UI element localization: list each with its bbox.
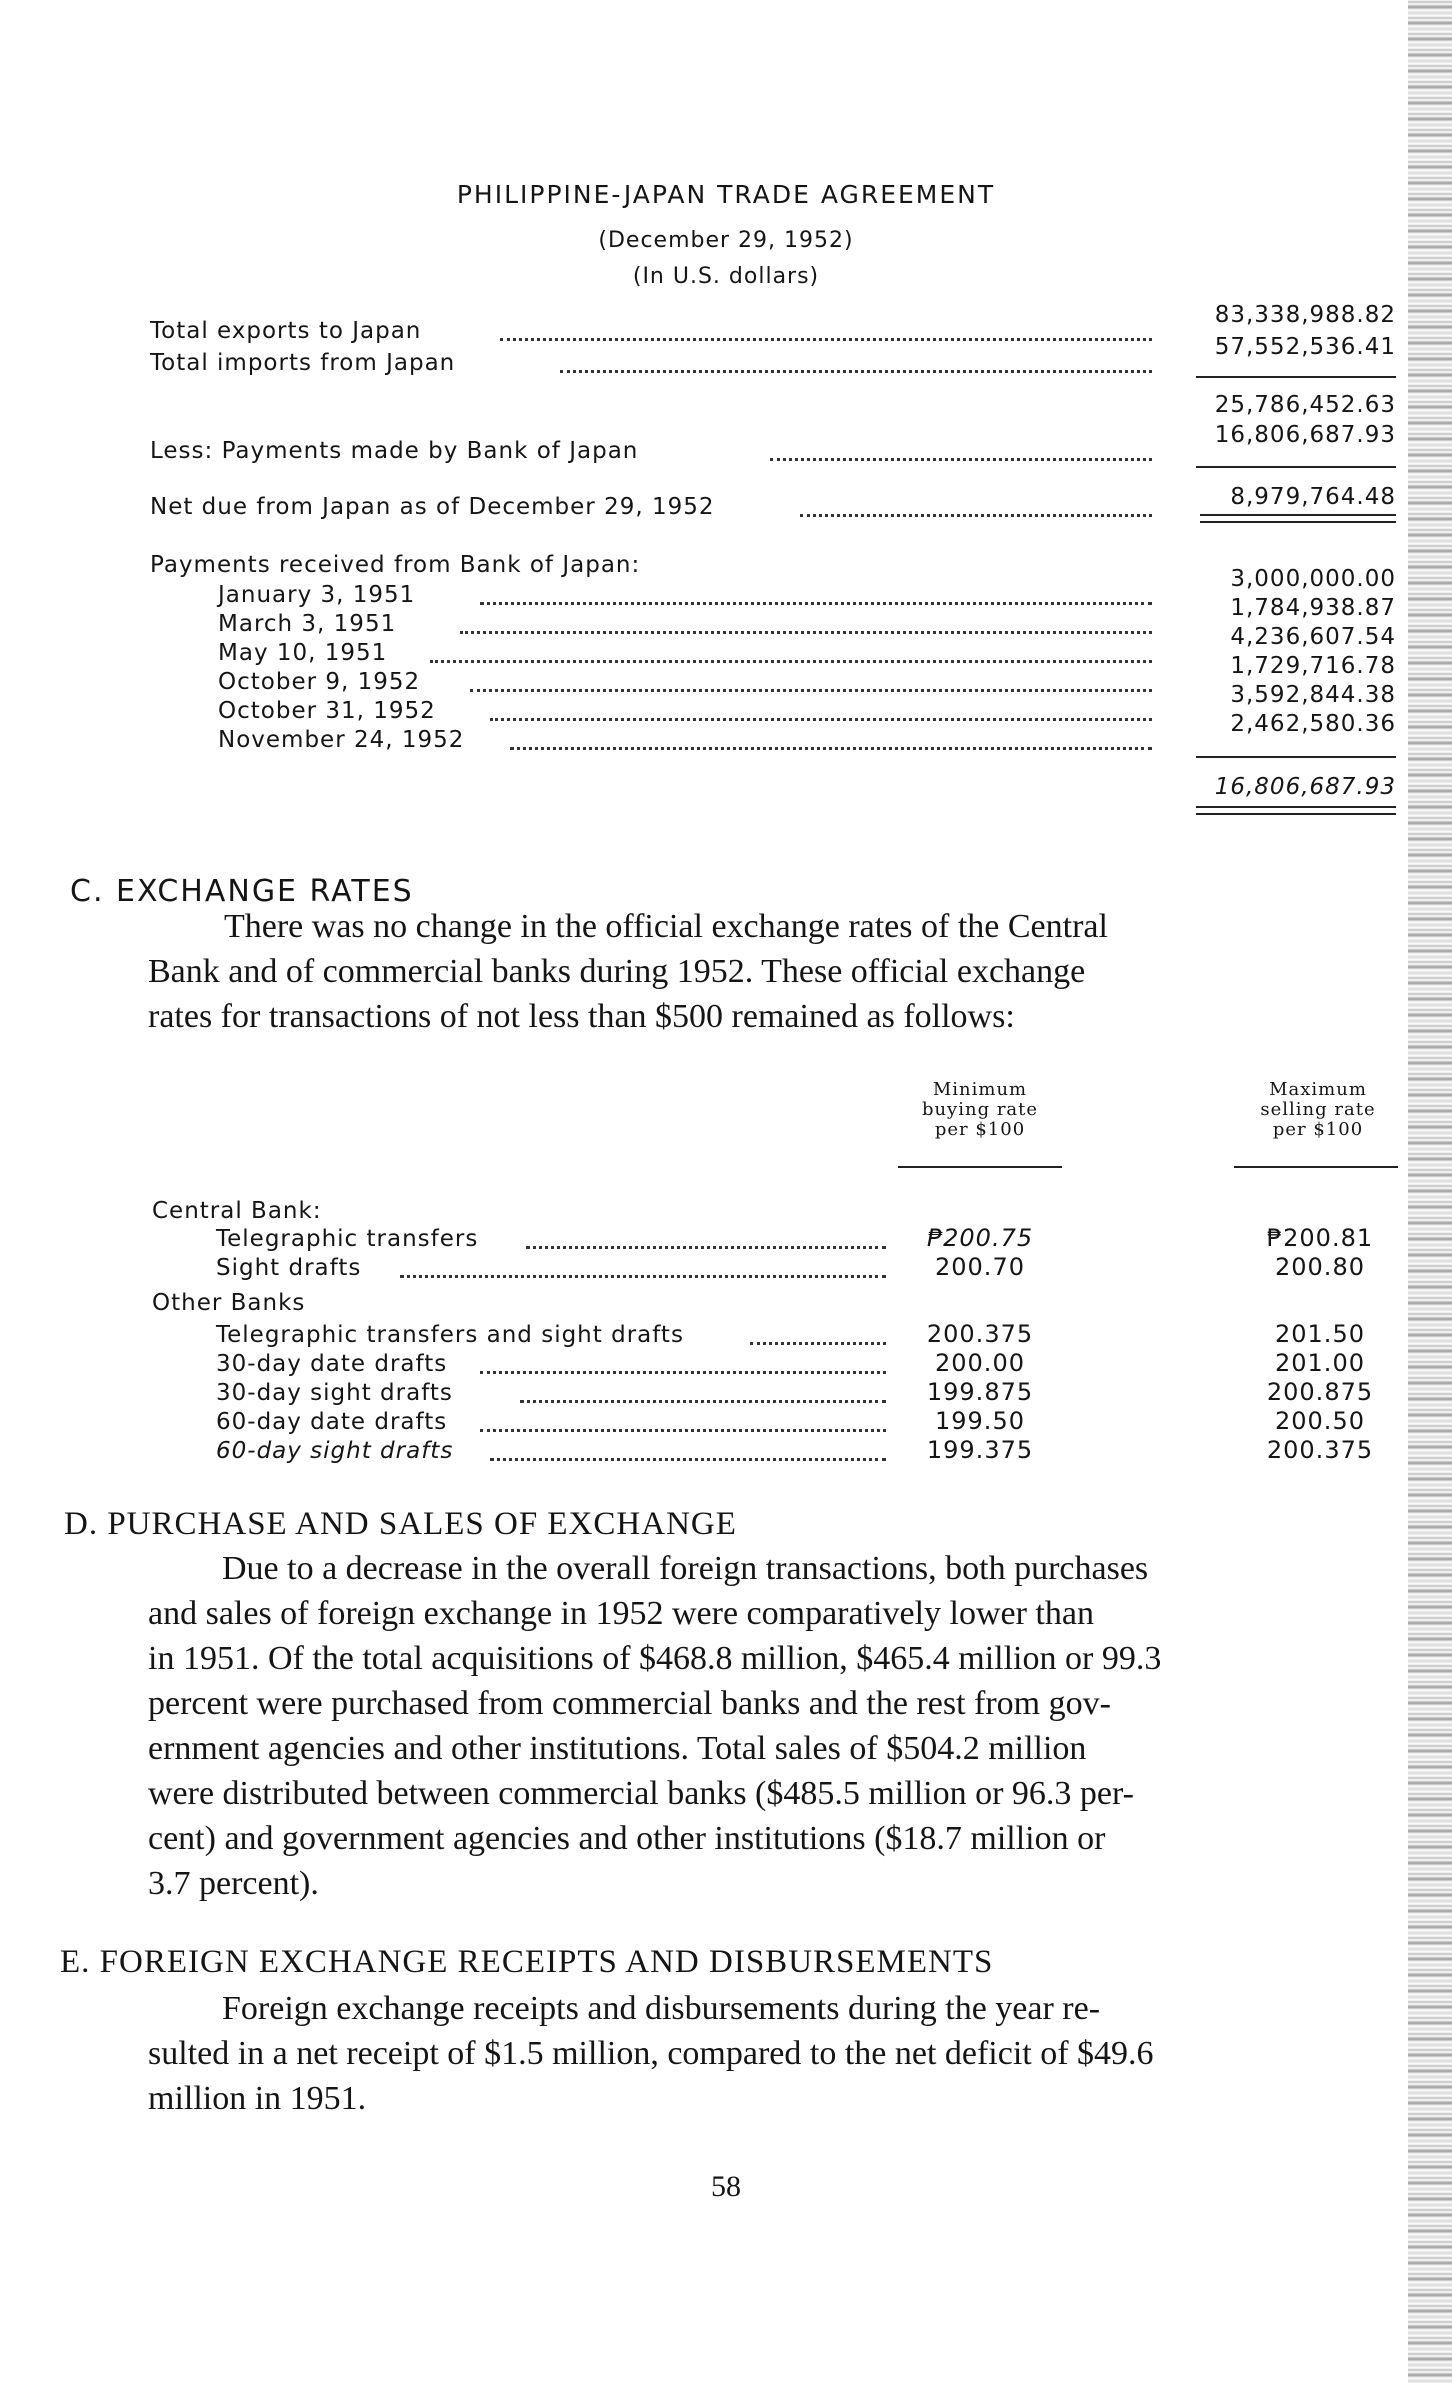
min-rate-column-header (880, 1080, 1080, 1140)
paragraph-line: and sales of foreign exchange in 1952 were comparatively lower than (148, 1595, 1094, 1632)
agreement-date: (December 29, 1952) (598, 228, 854, 253)
column-rule (1234, 1166, 1398, 1168)
column-header-line: buying rate (921, 1099, 1039, 1120)
payment-amount: 3,000,000.00 (1230, 566, 1396, 592)
column-header-line: per $100 (934, 1119, 1026, 1140)
section-c-heading: C. EXCHANGE RATES (70, 874, 414, 909)
max-rate: 200.80 (1275, 1253, 1365, 1281)
leader-dots (470, 689, 1152, 692)
agreement-currency: (In U.S. dollars) (632, 264, 820, 289)
rate-label: 60-day sight drafts (216, 1438, 454, 1464)
payments-total-amount: 16,806,687.93 (1214, 774, 1396, 800)
rate-label: Telegraphic transfers (216, 1226, 479, 1252)
rate-label: 30-day sight drafts (216, 1380, 453, 1406)
double-rule (1200, 514, 1396, 523)
section-c-paragraph (148, 904, 1400, 1039)
min-rate: 200.70 (935, 1253, 1025, 1281)
leader-dots (490, 1458, 886, 1461)
less-payments-label: Less: Payments made by Bank of Japan (150, 438, 639, 464)
page-edge-shadow (1408, 0, 1452, 2383)
paragraph-line: Due to a decrease in the overall foreign transactions, both purchases (222, 1550, 1149, 1587)
payments-received-label: Payments received from Bank of Japan: (150, 552, 641, 578)
leader-dots (400, 1275, 886, 1278)
payment-date: October 9, 1952 (218, 669, 421, 695)
leader-dots (510, 747, 1152, 750)
net-due-label: Net due from Japan as of December 29, 1952 (150, 494, 715, 520)
payment-amount: 1,729,716.78 (1230, 653, 1396, 679)
difference-amount: 25,786,452.63 (1214, 392, 1396, 418)
central-bank-label: Central Bank: (152, 1198, 322, 1224)
net-due-amount: 8,979,764.48 (1230, 484, 1396, 510)
paragraph-line: sulted in a net receipt of $1.5 million, compared to the net deficit of $49.6 (148, 2035, 1154, 2072)
leader-dots (430, 660, 1152, 663)
paragraph-line: million in 1951. (148, 2080, 367, 2117)
paragraph-line: ernment agencies and other institutions. Total sales of $504.2 million (148, 1730, 1087, 1767)
payment-amount: 3,592,844.38 (1230, 682, 1396, 708)
paragraph-line: 3.7 percent). (148, 1865, 319, 1902)
max-rate-column-header (1228, 1080, 1408, 1140)
agreement-title: PHILIPPINE-JAPAN TRADE AGREEMENT (456, 180, 996, 209)
leader-dots (770, 458, 1152, 461)
max-rate: 200.875 (1266, 1378, 1374, 1406)
leader-dots (526, 1246, 886, 1249)
rate-label: Telegraphic transfers and sight drafts (216, 1322, 684, 1348)
paragraph-line: in 1951. Of the total acquisitions of $468.8 million, $465.4 million or 99.3 (148, 1640, 1162, 1677)
max-rate: 201.50 (1275, 1320, 1365, 1348)
leader-dots (750, 1342, 886, 1345)
payment-date: March 3, 1951 (218, 611, 397, 637)
max-rate: 200.50 (1275, 1407, 1365, 1435)
leader-dots (500, 338, 1152, 341)
rate-label: Sight drafts (216, 1255, 362, 1281)
max-rate: 200.375 (1266, 1436, 1374, 1464)
payment-amount: 1,784,938.87 (1230, 595, 1396, 621)
double-rule (1196, 806, 1396, 815)
payment-date: November 24, 1952 (218, 727, 465, 753)
min-rate: 199.50 (935, 1407, 1025, 1435)
min-rate: 200.375 (926, 1320, 1034, 1348)
paragraph-line: Foreign exchange receipts and disbursements during the year re- (222, 1990, 1101, 2027)
payment-amount: 4,236,607.54 (1230, 624, 1396, 650)
paragraph-line: cent) and government agencies and other institutions ($18.7 million or (148, 1820, 1106, 1857)
total-rule (1196, 756, 1396, 758)
payment-amount: 2,462,580.36 (1230, 711, 1396, 737)
subtotal-rule (1196, 376, 1396, 378)
section-e-paragraph (148, 1986, 1400, 2121)
page-number: 58 (711, 2170, 741, 2203)
section-e-heading: E. FOREIGN EXCHANGE RECEIPTS AND DISBURSEMENTS (60, 1944, 994, 1980)
leader-dots (560, 370, 1152, 373)
leader-dots (480, 1371, 886, 1374)
leader-dots (490, 718, 1152, 721)
other-banks-label: Other Banks (152, 1290, 306, 1316)
payment-date: May 10, 1951 (218, 640, 388, 666)
min-rate: 200.00 (935, 1349, 1025, 1377)
leader-dots (480, 1429, 886, 1432)
leader-dots (520, 1400, 886, 1403)
less-payments-amount: 16,806,687.93 (1214, 422, 1396, 448)
subtotal-rule (1196, 466, 1396, 468)
leader-dots (480, 602, 1152, 605)
column-header-line: per $100 (1272, 1119, 1364, 1140)
leader-dots (800, 514, 1152, 517)
rate-label: 60-day date drafts (216, 1409, 448, 1435)
max-rate: ₱200.81 (1266, 1224, 1374, 1252)
payment-date: January 3, 1951 (218, 582, 416, 608)
paragraph-line: percent were purchased from commercial banks and the rest from gov- (148, 1685, 1111, 1722)
rate-label: 30-day date drafts (216, 1351, 448, 1377)
total-imports-amount: 57,552,536.41 (1214, 334, 1396, 360)
min-rate: ₱200.75 (926, 1224, 1034, 1252)
section-d-paragraph (148, 1546, 1400, 1906)
column-rule (898, 1166, 1062, 1168)
paragraph-line: rates for transactions of not less than $500 remained as follows: (148, 998, 1015, 1035)
column-header-line: Maximum (1269, 1079, 1367, 1100)
paragraph-line: There was no change in the official exchange rates of the Central (224, 908, 1108, 945)
leader-dots (460, 631, 1152, 634)
column-header-line: selling rate (1260, 1099, 1376, 1120)
total-imports-label: Total imports from Japan (150, 350, 456, 376)
min-rate: 199.875 (926, 1378, 1034, 1406)
total-exports-amount: 83,338,988.82 (1214, 302, 1396, 328)
payment-date: October 31, 1952 (218, 698, 436, 724)
section-d-heading: D. PURCHASE AND SALES OF EXCHANGE (64, 1506, 737, 1542)
paragraph-line: Bank and of commercial banks during 1952. These official exchange (148, 953, 1086, 990)
paragraph-line: were distributed between commercial banks ($485.5 million or 96.3 per- (148, 1775, 1134, 1812)
max-rate: 201.00 (1275, 1349, 1365, 1377)
min-rate: 199.375 (926, 1436, 1034, 1464)
total-exports-label: Total exports to Japan (150, 318, 422, 344)
column-header-line: Minimum (932, 1079, 1028, 1100)
